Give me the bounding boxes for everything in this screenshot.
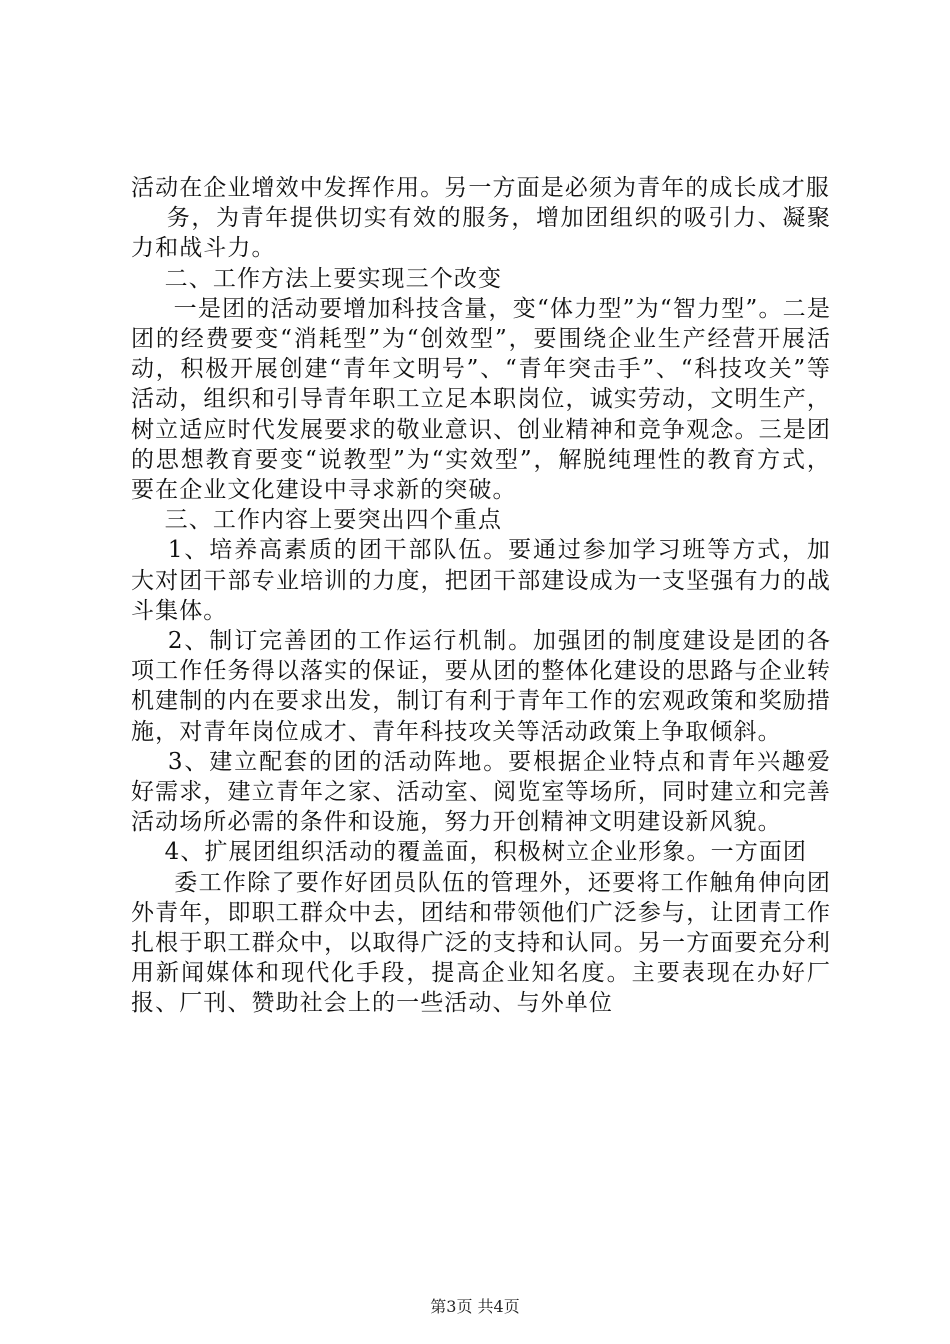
paragraph-item-2: 2、制订完善团的工作运行机制。加强团的制度建设是团的各项工作任务得以落实的保证，要从团的整体化建设的思路与企业转机建制的内在要求出发，制订有利于青年工作的宏观政策和奖励措施，对青年岗位成才、青年科技攻关等活动政策上争取倾斜。 <box>131 628 831 745</box>
paragraph-continuation: 活动在企业增效中发挥作用。另一方面是必须为青年的成长成才服 <box>131 175 830 201</box>
paragraph-item-3: 3、建立配套的团的活动阵地。要根据企业特点和青年兴趣爱好需求，建立青年之家、活动室、阅览室等场所，同时建立和完善活动场所必需的条件和设施，努力开创精神文明建设新风貌。 <box>131 748 831 836</box>
paragraph-item-4: 4、扩展团组织活动的覆盖面，积极树立企业形象。一方面团 <box>131 839 807 866</box>
paragraph-three-changes: 一是团的活动要增加科技含量，变“体力型”为“智力型”。二是团的经费要变“消耗型”为“创效型”，要围绕企业生产经营开展活动，积极开展创建“青年文明号”、“青年突击手”、“科技攻关”等活动，组织和引导青年职工立足本职岗位，诚实劳动，文明生产，树立适应时代发展要求的敬业意识、创业精神和竞争观念。三是团的思想教育要变“说教型”为“实效型”，解脱纯理性的教育方式，要在企业文化建设中寻求新的突破。 <box>131 295 831 504</box>
paragraph-item-4-continued: 委工作除了要作好团员队伍的管理外，还要将工作触角伸向团外青年，即职工群众中去，团结和带领他们广泛参与，让团青工作扎根于职工群众中，以取得广泛的支持和认同。另一方面要充分利用新闻媒体和现代化手段，提高企业知名度。主要表现在办好厂报、厂刊、赞助社会上的一些活动、与外单位 <box>131 869 832 1017</box>
section-heading-methods: 二、工作方法上要实现三个改变 <box>131 265 503 292</box>
document-body <box>131 173 831 1019</box>
section-heading-content: 三、工作内容上要突出四个重点 <box>131 507 503 534</box>
page-number-footer: 第3页 共4页 <box>430 1297 520 1316</box>
paragraph-item-1: 1、培养高素质的团干部队伍。要通过参加学习班等方式，加大对团干部专业培训的力度，把团干部建设成为一支坚强有力的战斗集体。 <box>131 537 831 624</box>
paragraph-service: 务，为青年提供切实有效的服务，增加团组织的吸引力、凝聚力和战斗力。 <box>131 205 831 262</box>
